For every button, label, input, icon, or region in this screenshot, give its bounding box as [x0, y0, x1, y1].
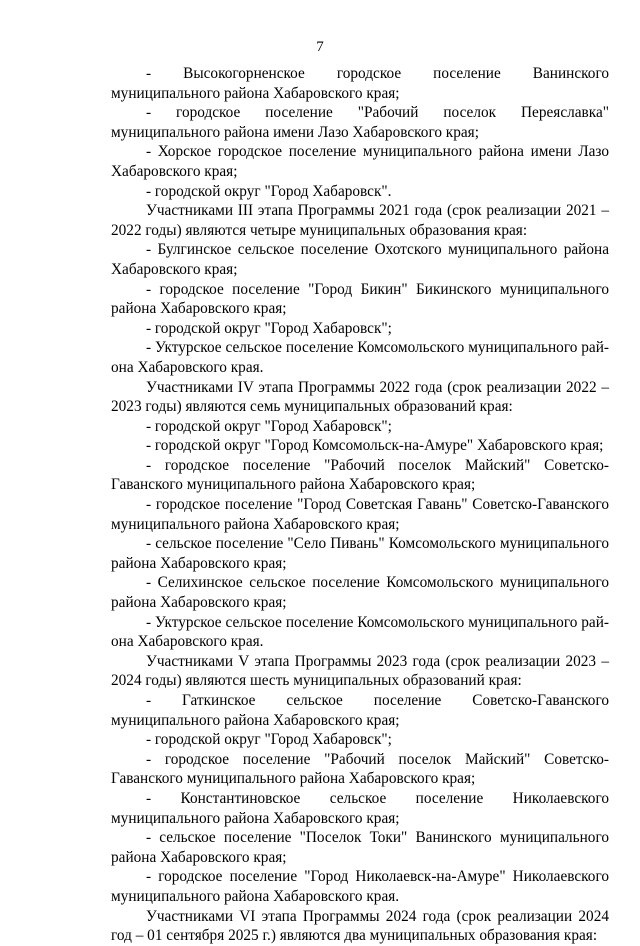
list-item-mayskiy: - городское поселение "Рабочий поселок Майский" Советско-Гаванского муниципального района Хабаровского края;	[111, 456, 609, 494]
list-item-bulginskoe: - Булгинское сельское поселение Охотского муниципального района Хабаровского края;	[111, 241, 609, 278]
stage-5-intro: Участниками V этапа Программы 2023 года (срок реализации 2023 – 2024 годы) являются шесть муниципальных образований края:	[111, 652, 609, 690]
list-item-khabarovsk: - городской округ "Город Хабаровск".	[146, 182, 392, 200]
list-item-khabarovsk: - городской округ "Город Хабаровск";	[146, 319, 392, 337]
list-item-vysokogornenskoe: - Высокогорненское городское поселение Ванинского муниципального района Хабаровского края;	[111, 65, 609, 102]
list-item-gatkinskoe: - Гаткинское сельское поселение Советско-Гаванского муниципального района Хабаровского края;	[111, 692, 609, 729]
list-item-sovetskaya-gavan: - городское поселение "Город Советская Гавань" Советско-Гаванского муниципального района Хабаровского края;	[111, 496, 609, 533]
list-item-nikolaevsk: - городское поселение "Город Николаевск-на-Амуре" Николаевского муниципального района Хабаровского края.	[111, 868, 609, 905]
page-number: 7	[316, 39, 324, 55]
stage-6-intro: Участниками VI этапа Программы 2024 года (срок реализации 2024 год – 01 сентября 2025 г.) являются два муниципальных образования края:	[111, 907, 609, 945]
list-item-bikin: - городское поселение "Город Бикин" Бикинского муниципального района Хабаровского края;	[111, 280, 609, 318]
list-item-khorskoe: - Хорское городское поселение муниципального района имени Лазо Хабаровского края;	[111, 143, 609, 180]
list-item-pivan: - сельское поселение "Село Пивань" Комсомольского муниципального района Хабаровского края;	[111, 535, 609, 572]
list-item-khabarovsk: - городской округ "Город Хабаровск";	[146, 731, 392, 749]
list-item-selikhinskoe: - Селихинское сельское поселение Комсомольского муниципального района Хабаровского края;	[111, 574, 609, 612]
list-item-toki: - сельское поселение "Поселок Токи" Ванинского муниципального района Хабаровского края;	[111, 829, 609, 866]
list-item-konstantinovskoe: - Константиновское сельское поселение Николаевского муниципального района Хабаровского края;	[111, 789, 609, 827]
stage-4-intro: Участниками IV этапа Программы 2022 года (срок реализации 2022 – 2023 годы) являются семь муниципальных образований края:	[111, 378, 609, 416]
list-item-pereyaslavka: - городское поселение "Рабочий поселок Переяславка" муниципального района имени Лазо Хабаровского края;	[111, 104, 609, 141]
document-body	[111, 64, 609, 946]
list-item-mayskiy: - городское поселение "Рабочий поселок Майский" Советско-Гаванского муниципального района Хабаровского края;	[111, 750, 609, 788]
list-item-khabarovsk: - городской округ "Город Хабаровск";	[146, 417, 392, 435]
list-item-ukturskoe: - Уктурское сельское поселение Комсомольского муниципального района Хабаровского края.	[111, 613, 609, 651]
list-item-ukturskoe: - Уктурское сельское поселение Комсомольского муниципального района Хабаровского края.	[111, 339, 609, 376]
list-item-komsomolsk: - городской округ "Город Комсомольск-на-Амуре" Хабаровского края;	[146, 437, 604, 455]
stage-3-intro: Участниками III этапа Программы 2021 года (срок реализации 2021 – 2022 годы) являются четыре муниципальных образования края:	[111, 202, 609, 239]
